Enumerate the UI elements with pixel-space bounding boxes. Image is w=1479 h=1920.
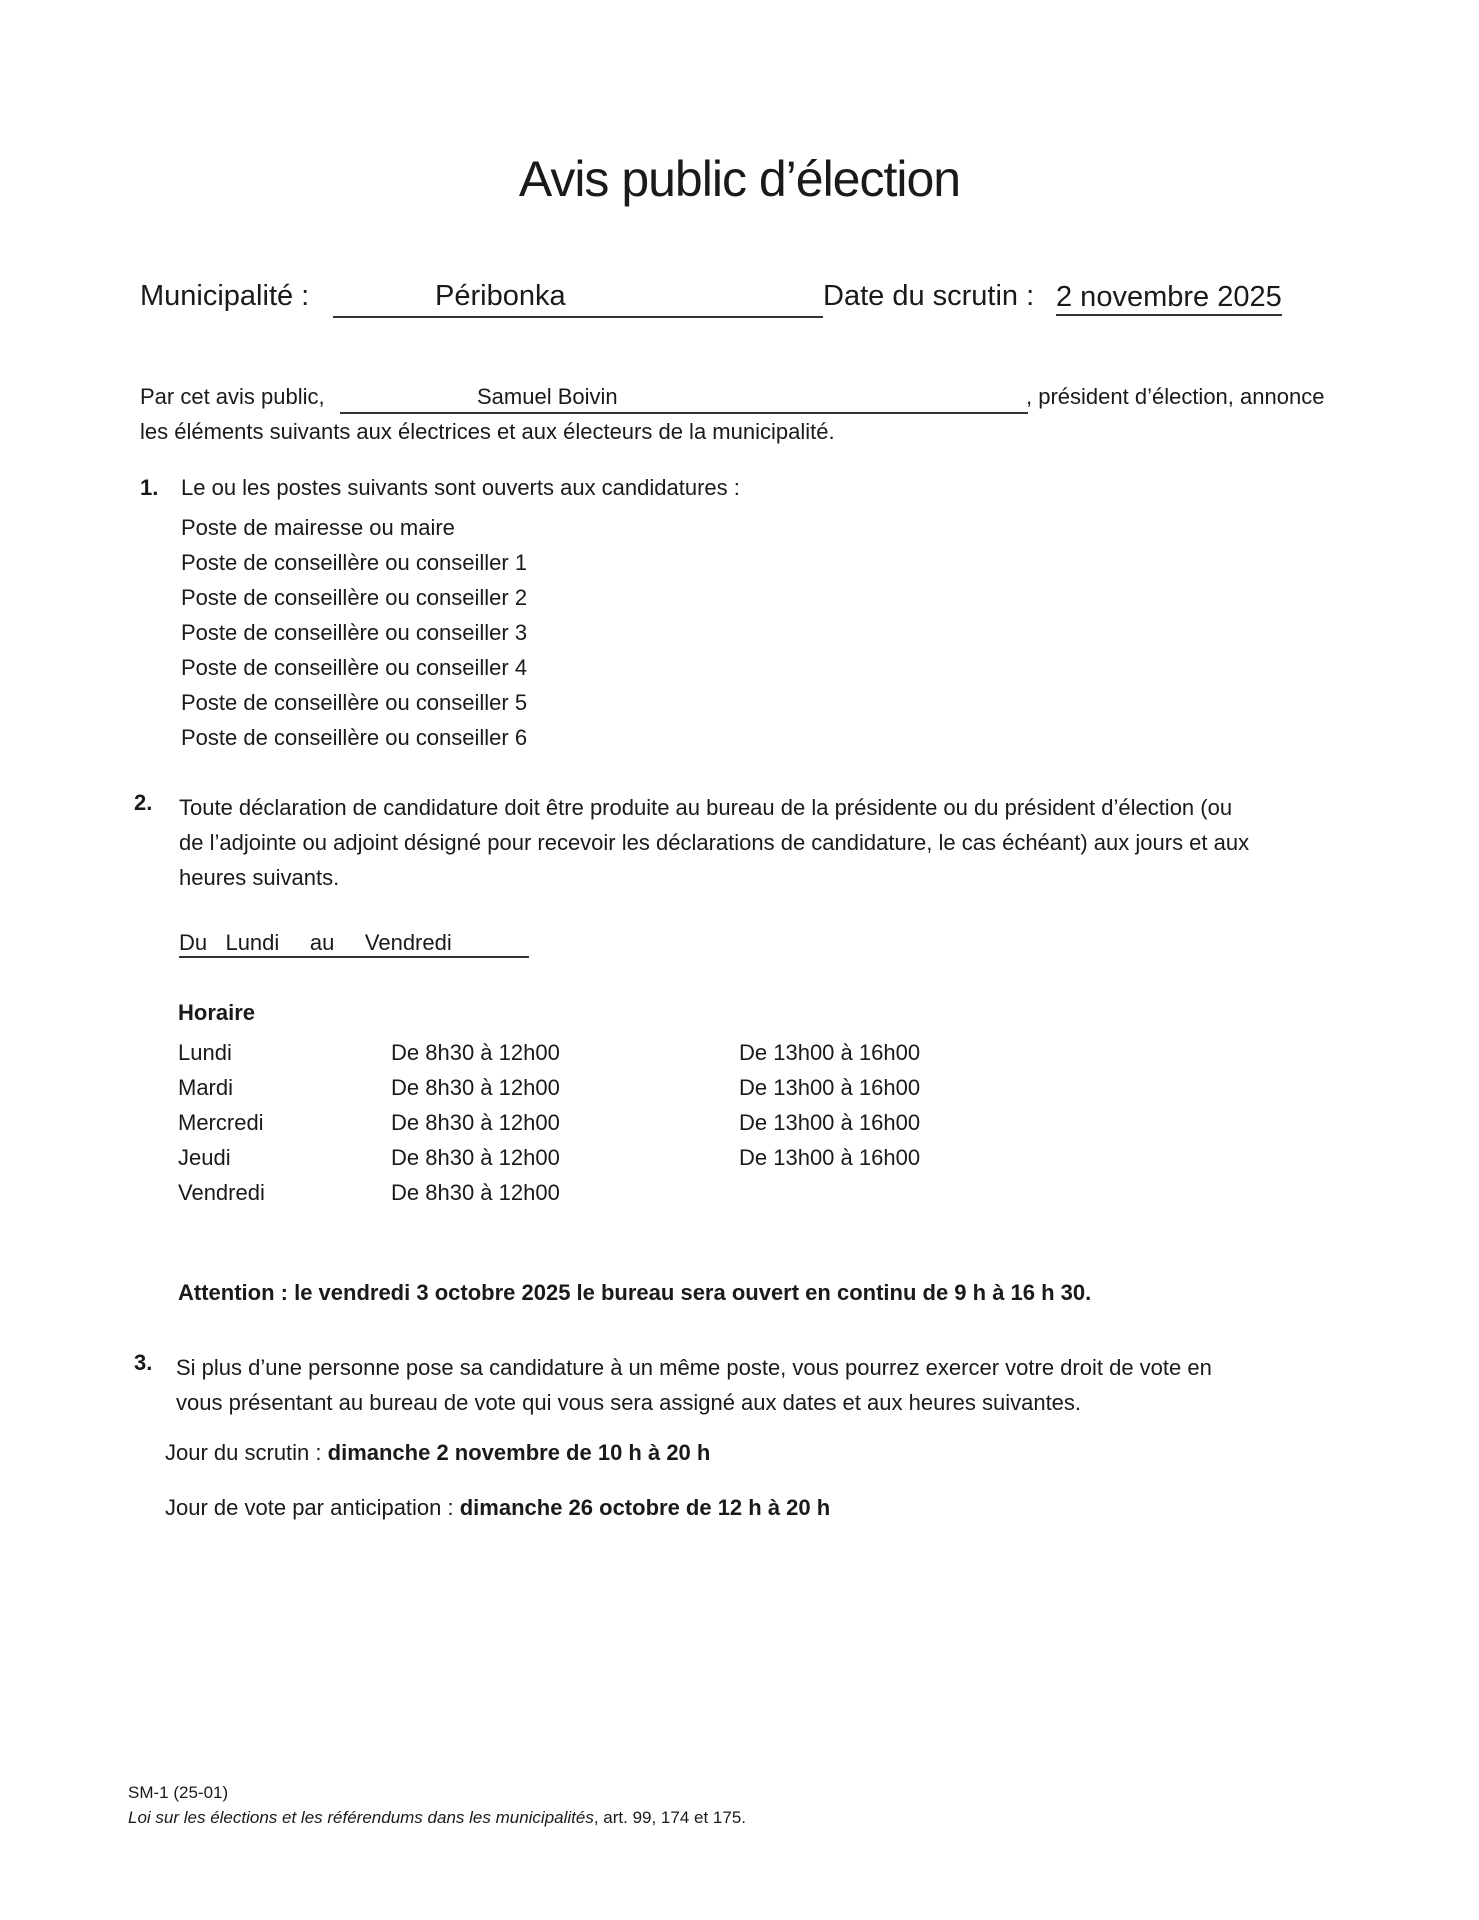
municipality-field [333, 280, 823, 318]
schedule-row [178, 1105, 978, 1140]
advance-day [165, 1495, 830, 1521]
form-code: SM-1 (25-01) [128, 1783, 229, 1802]
schedule-day: Mercredi [178, 1110, 264, 1135]
schedule-day: Vendredi [178, 1180, 265, 1205]
section2-line1: Toute déclaration de candidature doit être produite au bureau de la présidente ou du président d’élection (ou [179, 795, 1233, 820]
section2-number: 2. [134, 790, 153, 815]
intro-line2: les éléments suivants aux électrices et aux électeurs de la municipalité. [140, 419, 835, 444]
position-item: Poste de conseillère ou conseiller 4 [181, 655, 528, 680]
position-item: Poste de conseillère ou conseiller 3 [181, 620, 528, 645]
schedule-morning: De 8h30 à 12h00 [391, 1040, 560, 1065]
position-item: Poste de conseillère ou conseiller 6 [181, 725, 528, 750]
intro-prefix: Par cet avis public, [140, 384, 325, 409]
schedule-row [178, 1175, 978, 1210]
page-title: Avis public d’élection [518, 151, 961, 207]
schedule-morning: De 8h30 à 12h00 [391, 1110, 560, 1135]
schedule-morning: De 8h30 à 12h00 [391, 1180, 560, 1205]
president-name-field [340, 384, 1028, 414]
law-title: Loi sur les élections et les référendums dans les municipalités [128, 1808, 594, 1827]
schedule-table [178, 1035, 978, 1210]
law-articles: , art. 99, 174 et 175. [593, 1808, 747, 1827]
election-day-label: Jour du scrutin : [165, 1440, 328, 1465]
position-item: Poste de conseillère ou conseiller 2 [181, 585, 528, 610]
position-item: Poste de mairesse ou maire [181, 515, 455, 540]
date-label: Date du scrutin : [823, 280, 1035, 312]
intro-suffix: , président d’élection, annonce [1026, 384, 1325, 409]
section3-text [176, 1350, 1212, 1420]
section2-text [179, 790, 1249, 895]
schedule-afternoon: De 13h00 à 16h00 [739, 1145, 921, 1170]
schedule-morning: De 8h30 à 12h00 [391, 1075, 560, 1100]
schedule-row [178, 1140, 978, 1175]
schedule-heading: Horaire [178, 1000, 256, 1025]
schedule-day: Jeudi [178, 1145, 231, 1170]
section2-line3: heures suivants. [179, 865, 340, 890]
section3-line2: vous présentant au bureau de vote qui vous sera assigné aux dates et aux heures suivantes. [176, 1390, 1082, 1415]
law-reference [128, 1808, 746, 1828]
position-item: Poste de conseillère ou conseiller 5 [181, 690, 528, 715]
schedule-row [178, 1070, 978, 1105]
schedule-row [178, 1035, 978, 1070]
schedule-day: Lundi [178, 1040, 232, 1065]
schedule-day: Mardi [178, 1075, 234, 1100]
advance-day-label: Jour de vote par anticipation : [165, 1495, 460, 1520]
president-name: Samuel Boivin [477, 384, 618, 409]
position-item: Poste de conseillère ou conseiller 1 [181, 550, 528, 575]
section3-number: 3. [134, 1350, 153, 1375]
schedule-afternoon: De 13h00 à 16h00 [739, 1075, 921, 1100]
schedule-afternoon: De 13h00 à 16h00 [739, 1040, 921, 1065]
section1-heading: Le ou les postes suivants sont ouverts aux candidatures : [181, 475, 740, 500]
section1-number: 1. [140, 475, 159, 500]
section2-line2: de l’adjointe ou adjoint désigné pour recevoir les déclarations de candidature, le cas échéant) aux jours et aux [179, 830, 1250, 855]
section3-line1: Si plus d’une personne pose sa candidature à un même poste, vous pourrez exercer votre droit de vote en [176, 1355, 1212, 1380]
advance-day-value: dimanche 26 octobre de 12 h à 20 h [459, 1495, 831, 1520]
election-day [165, 1440, 710, 1466]
municipality-value: Péribonka [435, 280, 566, 312]
date-value: 2 novembre 2025 [1056, 280, 1282, 316]
attention-notice: Attention : le vendredi 3 octobre 2025 le bureau sera ouvert en continu de 9 h à 16 h 30. [178, 1280, 1092, 1305]
election-day-value: dimanche 2 novembre de 10 h à 20 h [327, 1440, 711, 1465]
municipality-label: Municipalité : [140, 280, 310, 312]
schedule-afternoon: De 13h00 à 16h00 [739, 1110, 921, 1135]
days-range: Du Lundi au Vendredi [179, 930, 529, 958]
position-list [181, 510, 527, 755]
schedule-morning: De 8h30 à 12h00 [391, 1145, 560, 1170]
